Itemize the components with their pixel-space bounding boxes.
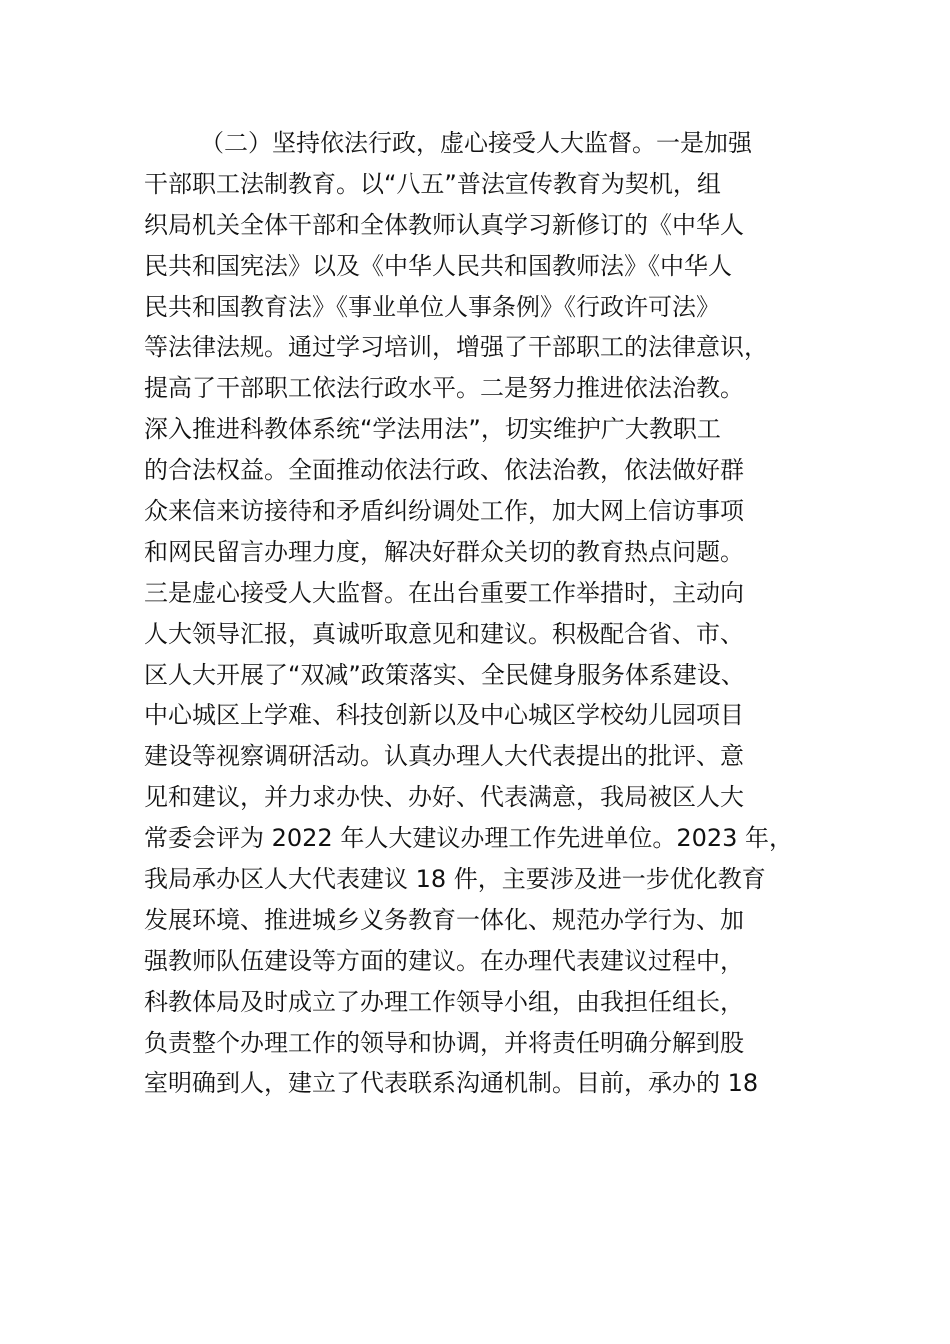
text-line: 室明确到人，建立了代表联系沟通机制。目前，承办的 18 xyxy=(144,1069,759,1098)
text-line: 众来信来访接待和矛盾纠纷调处工作，加大网上信访事项 xyxy=(144,497,744,526)
body-paragraph xyxy=(144,123,844,1104)
text-line: 强教师队伍建设等方面的建议。在办理代表建议过程中， xyxy=(144,946,744,975)
text-line: 三是虚心接受人大监督。在出台重要工作举措时，主动向 xyxy=(144,578,744,607)
text-line: 负责整个办理工作的领导和协调，并将责任明确分解到股 xyxy=(144,1028,744,1057)
text-line: 织局机关全体干部和全体教师认真学习新修订的《中华人 xyxy=(144,210,744,239)
text-line: （二）坚持依法行政，虚心接受人大监督。一是加强 xyxy=(200,129,752,157)
text-line: 见和建议，并力求办快、办好、代表满意，我局被区人大 xyxy=(144,783,744,812)
text-line: 科教体局及时成立了办理工作领导小组，由我担任组长， xyxy=(144,987,744,1016)
text-line: 常委会评为 2022 年人大建议办理工作先进单位。2023 年， xyxy=(144,824,794,853)
text-line: 提高了干部职工依法行政水平。二是努力推进依法治教。 xyxy=(144,374,744,403)
text-line: 的合法权益。全面推动依法行政、依法治教，依法做好群 xyxy=(144,456,744,485)
text-line: 干部职工法制教育。以“八五”普法宣传教育为契机，组 xyxy=(144,169,721,198)
text-line: 民共和国教育法》《事业单位人事条例》《行政许可法》 xyxy=(144,292,720,321)
text-line: 人大领导汇报，真诚听取意见和建议。积极配合省、市、 xyxy=(144,619,744,648)
text-line: 发展环境、推进城乡义务教育一体化、规范办学行为、加 xyxy=(144,905,744,934)
text-line: 建设等视察调研活动。认真办理人大代表提出的批评、意 xyxy=(144,742,744,771)
text-line: 和网民留言办理力度，解决好群众关切的教育热点问题。 xyxy=(144,537,744,566)
text-line: 中心城区上学难、科技创新以及中心城区学校幼儿园项目 xyxy=(144,701,744,730)
text-line: 等法律法规。通过学习培训，增强了干部职工的法律意识， xyxy=(144,333,768,362)
text-line: 我局承办区人大代表建议 18 件，主要涉及进一步优化教育 xyxy=(144,865,766,894)
text-line: 深入推进科教体系统“学法用法”，切实维护广大教职工 xyxy=(144,415,721,444)
text-line: 区人大开展了“双减”政策落实、全民健身服务体系建设、 xyxy=(144,660,745,689)
text-line: 民共和国宪法》以及《中华人民共和国教师法》《中华人 xyxy=(144,251,732,280)
